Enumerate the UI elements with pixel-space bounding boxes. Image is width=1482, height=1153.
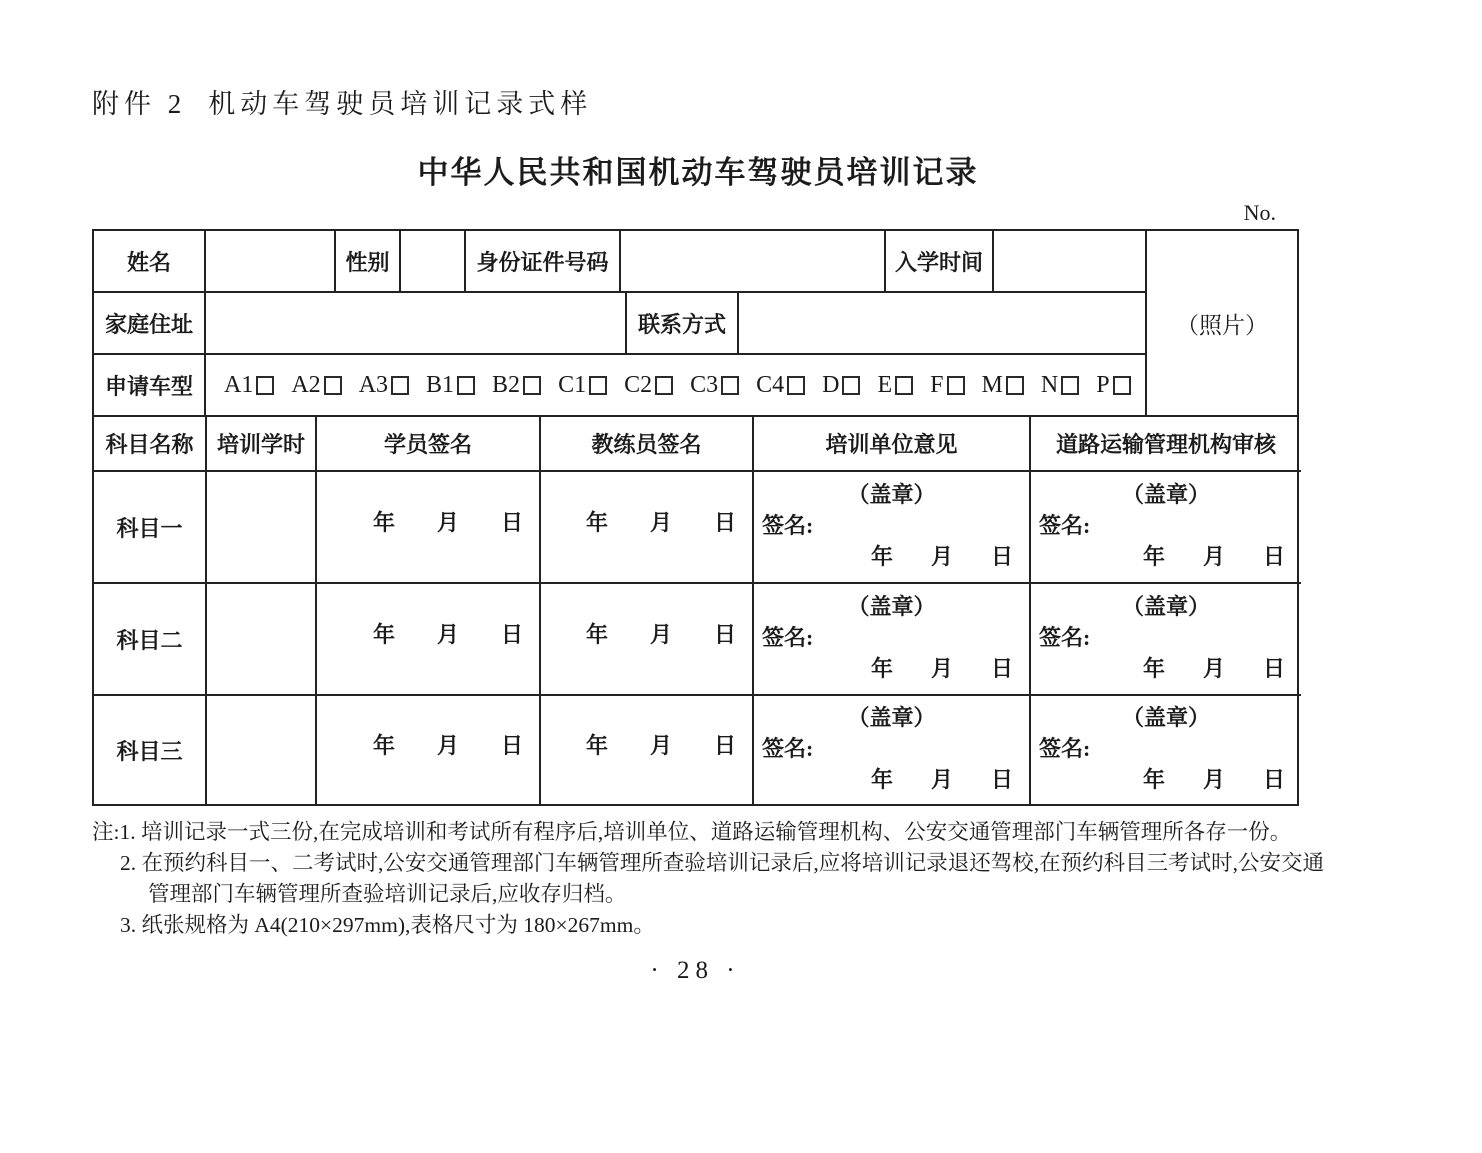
vehicle-type-b2: B2	[492, 372, 541, 399]
vehicle-type-a3: A3	[359, 372, 409, 399]
date-line: 年 月 日	[870, 544, 1013, 569]
seal-label: （盖章）	[1121, 482, 1210, 507]
date-line: 年 月 日	[1142, 656, 1285, 681]
document-page	[92, 82, 1325, 985]
seal-label: （盖章）	[847, 482, 936, 507]
seal-label: （盖章）	[1121, 705, 1210, 730]
coach-signature-cell	[540, 471, 753, 583]
sign-label: 签名:	[1039, 625, 1091, 650]
student-signature-cell	[316, 583, 540, 695]
name-label: 姓 名	[94, 231, 206, 291]
col-header-coach-signature: 教练员签名	[540, 417, 753, 471]
coach-signature-cell	[540, 583, 753, 695]
training-record-table	[92, 229, 1299, 806]
student-signature-cell	[316, 695, 540, 804]
vehicle-type-b1: B1	[426, 372, 475, 399]
sign-label: 签名:	[762, 625, 814, 650]
vehicle-type-d: D	[822, 372, 860, 399]
vehicle-type-a2: A2	[291, 372, 341, 399]
authority-review-cell	[1030, 471, 1301, 583]
enrollment-date-value-cell	[994, 231, 1145, 291]
checkbox-icon	[787, 376, 805, 395]
gender-value-cell	[401, 231, 466, 291]
serial-no-label: No.	[1243, 200, 1276, 225]
table-row-subject2	[94, 583, 1301, 695]
page-title: 中华人民共和国机动车驾驶员培训记录	[417, 155, 979, 190]
vehicle-type-p: P	[1096, 372, 1130, 399]
coach-signature-cell	[540, 695, 753, 804]
checkbox-icon	[1113, 376, 1131, 395]
col-header-authority-review: 道路运输管理机构审核	[1030, 417, 1301, 471]
student-signature-cell	[316, 471, 540, 583]
attachment-label: 附件 2	[92, 89, 187, 119]
hours-cell	[206, 471, 316, 583]
note-prefix: 注:	[92, 820, 120, 844]
attachment-title: 机动车驾驶员培训记录式样	[208, 89, 593, 119]
vehicle-type-c3: C3	[690, 372, 739, 399]
col-header-student-signature: 学员签名	[316, 417, 540, 471]
checkbox-icon	[391, 376, 409, 395]
date-line: 年 月 日	[585, 621, 736, 647]
col-header-subject: 科目名称	[94, 417, 206, 471]
home-address-label: 家庭住址	[94, 293, 206, 353]
vehicle-type-label: 申请车型	[94, 355, 206, 415]
footnotes	[92, 817, 1344, 941]
date-line: 年 月 日	[372, 732, 523, 758]
note-2: 2. 在预约科目一、二考试时,公安交通管理部门车辆管理所查验培训记录后,应将培训记录退还驾校,在预约科目三考试时,公安交通管理部门车辆管理所查验培训记录后,应收存归档。	[120, 851, 1325, 906]
checkbox-icon	[324, 376, 342, 395]
checkbox-icon	[256, 376, 274, 395]
sign-label: 签名:	[762, 736, 814, 761]
checkbox-icon	[1006, 376, 1024, 395]
subject-label: 科目一	[94, 471, 206, 583]
checkbox-icon	[457, 376, 475, 395]
hours-cell	[206, 695, 316, 804]
date-line: 年 月 日	[870, 656, 1013, 681]
date-line: 年 月 日	[1142, 767, 1285, 792]
vehicle-type-c4: C4	[756, 372, 805, 399]
col-header-unit-opinion: 培训单位意见	[753, 417, 1030, 471]
checkbox-icon	[721, 376, 739, 395]
vehicle-type-n: N	[1041, 372, 1079, 399]
name-value-cell	[206, 231, 336, 291]
personal-info-band	[94, 231, 1297, 417]
photo-cell	[1145, 231, 1297, 415]
seal-label: （盖章）	[847, 594, 936, 619]
unit-opinion-cell	[753, 695, 1030, 804]
page-number: · 28 ·	[650, 957, 741, 984]
vehicle-type-a1: A1	[224, 372, 274, 399]
subjects-header-row	[94, 417, 1301, 471]
sign-label: 签名:	[1039, 736, 1091, 761]
date-line: 年 月 日	[870, 767, 1013, 792]
sign-label: 签名:	[762, 513, 814, 538]
seal-label: （盖章）	[847, 705, 936, 730]
vehicle-type-f: F	[930, 372, 964, 399]
col-header-hours: 培训学时	[206, 417, 316, 471]
checkbox-icon	[947, 376, 965, 395]
note-1: 注:1. 培训记录一式三份,在完成培训和考试所有程序后,培训单位、道路运输管理机构、公安交通管理部门车辆管理所各存一份。	[92, 820, 1292, 844]
date-line: 年 月 日	[585, 509, 736, 535]
checkbox-icon	[655, 376, 673, 395]
attachment-heading	[92, 82, 1304, 121]
checkbox-icon	[895, 376, 913, 395]
vehicle-type-m: M	[982, 372, 1024, 399]
checkbox-icon	[842, 376, 860, 395]
contact-label: 联系方式	[627, 293, 739, 353]
seal-label: （盖章）	[1121, 594, 1210, 619]
subject-label: 科目三	[94, 695, 206, 804]
id-number-value-cell	[621, 231, 886, 291]
authority-review-cell	[1030, 583, 1301, 695]
row-vehicle-type	[94, 355, 1145, 415]
hours-cell	[206, 583, 316, 695]
row-address-contact	[94, 293, 1145, 355]
sign-label: 签名:	[1039, 513, 1091, 538]
home-address-value-cell	[206, 293, 627, 353]
vehicle-type-c2: C2	[624, 372, 673, 399]
note-3: 3. 纸张规格为 A4(210×297mm),表格尺寸为 180×267mm。	[120, 913, 655, 937]
enrollment-date-label: 入学时间	[886, 231, 994, 291]
date-line: 年 月 日	[585, 732, 736, 758]
unit-opinion-cell	[753, 583, 1030, 695]
date-line: 年 月 日	[1142, 544, 1285, 569]
table-row-subject1	[94, 471, 1301, 583]
table-row-subject3	[94, 695, 1301, 804]
subjects-table	[94, 417, 1301, 804]
subject-label: 科目二	[94, 583, 206, 695]
vehicle-type-c1: C1	[558, 372, 607, 399]
id-number-label: 身份证件号码	[466, 231, 621, 291]
checkbox-icon	[523, 376, 541, 395]
photo-placeholder-label: （照片）	[1176, 312, 1268, 338]
unit-opinion-cell	[753, 471, 1030, 583]
date-line: 年 月 日	[372, 621, 523, 647]
checkbox-icon	[1061, 376, 1079, 395]
row-name-gender-id	[94, 231, 1145, 293]
vehicle-type-e: E	[877, 372, 913, 399]
date-line: 年 月 日	[372, 509, 523, 535]
checkbox-icon	[589, 376, 607, 395]
vehicle-type-options	[206, 355, 1145, 415]
authority-review-cell	[1030, 695, 1301, 804]
gender-label: 性别	[336, 231, 401, 291]
contact-value-cell	[739, 293, 1145, 353]
